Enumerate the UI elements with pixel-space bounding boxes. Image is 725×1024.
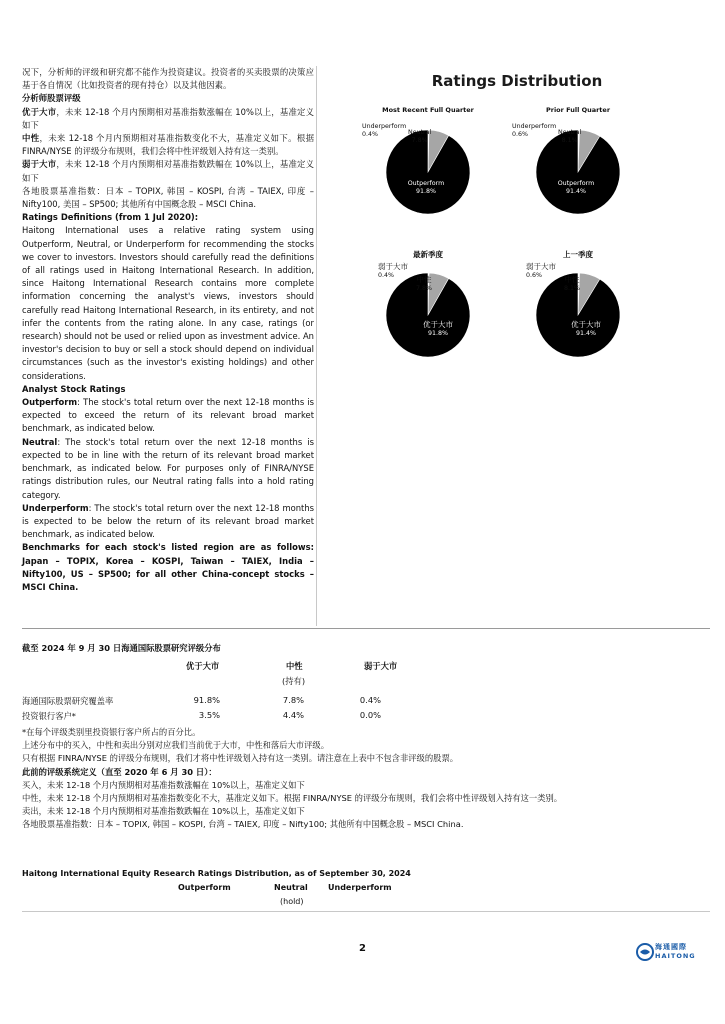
cn-header-neutral: 中性 — [286, 661, 303, 671]
pie-0-outperform-value: 91.8% — [415, 187, 436, 195]
en-table-header — [22, 883, 442, 897]
cn-notes — [22, 726, 710, 832]
haitong-logo-icon — [636, 943, 654, 961]
pie-0-neutral-name: Neutral — [408, 129, 432, 136]
en-table-subheader — [22, 897, 442, 911]
pie-3-outperform-label — [562, 321, 610, 337]
cn-row-value: 7.8% — [282, 695, 304, 705]
cn-rating-heading: 分析师股票评级 — [22, 93, 81, 104]
outperform-text: : The stock's total return over the next 12-18 months is expected to exceed the return of its relevant broad market benchmark, as indicated below. — [22, 397, 314, 434]
pie-3-outperform-name: 优于大市 — [571, 320, 601, 329]
table-row — [22, 710, 442, 724]
neutral-def — [22, 436, 314, 502]
cn-underperform-text: ，未来 12-18 个月内预期相对基准指数跌幅在 10%以上，基准定义如下 — [22, 159, 315, 183]
cn-outperform-text: ，未来 12-18 个月内预期相对基准指数涨幅在 10%以上，基准定义如下 — [22, 106, 315, 130]
ratings-distribution — [318, 66, 716, 411]
pie-3-underperform-name: 弱于大市 — [526, 262, 556, 271]
pie-3-underperform-value: 0.6% — [526, 271, 542, 279]
pie-2-neutral-value: 7.8% — [416, 284, 432, 292]
pie-2-outperform-label — [414, 321, 462, 337]
pie-1-outperform-value: 91.4% — [565, 187, 586, 195]
table-row — [22, 695, 442, 709]
pie-title-2: 最新季度 — [413, 250, 443, 259]
underperform-def — [22, 502, 314, 542]
cn-table-title — [22, 642, 710, 655]
pie-3-neutral-value: 8.1% — [564, 284, 580, 292]
pie-2-neutral-label — [416, 276, 432, 292]
cn-row-label: 投资银行客户* — [22, 711, 76, 721]
logo-en-text: HAITONG — [655, 952, 696, 960]
neutral-label: Neutral — [22, 436, 58, 447]
pie-0-underperform-label — [362, 123, 406, 138]
pie-1-underperform-name: Underperform — [512, 123, 557, 130]
haitong-logo — [636, 941, 696, 963]
cn-underperform-def — [22, 158, 314, 184]
pie-3-neutral-name: 中性 — [564, 275, 580, 284]
pie-3-outperform-value: 91.4% — [575, 329, 596, 337]
cn-row-value: 0.4% — [359, 695, 381, 705]
cn-row-value: 3.5% — [198, 710, 220, 720]
cn-header-underperform: 弱于大市 — [364, 661, 398, 671]
column-divider — [316, 66, 317, 626]
pie-title-0: Most Recent Full Quarter — [382, 106, 474, 114]
en-table-title-text: Haitong International Equity Research Ratings Distribution, as of September 30, 2024 — [22, 869, 411, 878]
section-divider-top — [22, 628, 710, 629]
logo-cn-text: 海通國際 — [655, 943, 687, 951]
left-column — [22, 66, 314, 594]
pie-1-outperform-name: Outperform — [557, 180, 595, 187]
cn-note: 只有根据 FINRA/NYSE 的评级分布规则，我们才将中性评级划入持有这一类别。请注意在上表中不包含非评级的股票。 — [22, 753, 459, 764]
pie-1-neutral-value: 8.1% — [561, 136, 578, 144]
pie-1-underperform-label — [512, 123, 556, 138]
en-header-underperform: Underperform — [328, 883, 392, 892]
pie-0-neutral-value: 7.8% — [411, 136, 428, 144]
prev-system-line: 卖出，未来 12-18 个月内预期相对基准指数跌幅在 10%以上，基准定义如下 — [22, 806, 305, 817]
cn-note: *在每个评级类别里投资银行客户所占的百分比。 — [22, 727, 201, 737]
en-table-title — [22, 867, 710, 880]
en-header-neutral: Neutral — [274, 883, 308, 892]
pie-3-underperform-label — [526, 263, 556, 279]
cn-neutral-def — [22, 132, 314, 158]
underperform-label: Underperform — [22, 502, 89, 513]
underperform-text: : The stock's total return over the next 12-18 months is expected to be below the return of its relevant broad market benchmark, as indicated below. — [22, 502, 314, 540]
benchmarks-text: Benchmarks for each stock's listed region are as follows: Japan – TOPIX, Korea – KOSPI, Taiwan – TAIEX, India – Nifty100, US – SP500; for all other China-concept stocks – MSCI China. — [22, 542, 314, 592]
pie-1-underperform-value: 0.6% — [512, 130, 528, 138]
cn-neutral-text: ，未来 12-18 个月内预期相对基准指数变化不大，基准定义如下。根据FINRA/NYSE 的评级分布规则，我们会将中性评级划入持有这一类别。 — [22, 133, 314, 157]
pie-2-neutral-name: 中性 — [416, 275, 432, 284]
outperform-label: Outperform — [22, 397, 78, 408]
pie-2-underperform-value: 0.4% — [378, 271, 394, 279]
section-divider-bottom — [22, 911, 710, 912]
pie-title-1: Prior Full Quarter — [545, 106, 611, 114]
cn-table-title-text: 截至 2024 年 9 月 30 日海通国际股票研究评级分布 — [22, 643, 221, 653]
cn-neutral-label: 中性 — [22, 133, 40, 144]
cn-table-subheader — [22, 675, 442, 689]
pie-chart-1 — [508, 106, 648, 216]
pie-0-underperform-name: Underperform — [362, 123, 407, 130]
pie-chart-0 — [358, 106, 498, 216]
definitions-text: Haitong International uses a relative rating system using Outperform, Neutral, or Underperform for recommending the stocks we cover to investors. Investors should carefully read the definitions of all ratings used in Haitong International Research. In addition, since Haitong International Research contains more complete information concerning the analyst's views, investors should carefully read Haitong International Research, in its entirety, and not infer the contents from the rating alone. In any case, ratings (or research) should not be used or relied upon as investment advice. An investor's decision to buy or sell a stock should depend on individual circumstances (such as the investor's existing holdings) and other considerations. — [22, 225, 314, 381]
pie-2-outperform-value: 91.8% — [427, 329, 448, 337]
cn-row-value: 91.8% — [193, 695, 220, 705]
cn-benchmarks: 各地股票基准指数：日本 – TOPIX, 韩国 – KOSPI, 台湾 – TAIEX, 印度 – Nifty100, 美国 – SP500; 其他所有中国概念股 – MSCI China. — [22, 185, 314, 210]
pie-1-neutral-name: Neutral — [558, 129, 582, 136]
prev-system-heading: 此前的评级系统定义（直至 2020 年 6 月 30 日）： — [22, 766, 217, 777]
pie-0-outperform-label — [402, 180, 450, 195]
cn-header-outperform: 优于大市 — [186, 661, 220, 671]
cn-row-label: 海通国际股票研究覆盖率 — [22, 696, 114, 706]
definitions-heading: Ratings Definitions (from 1 Jul 2020): — [22, 212, 199, 223]
cn-underperform-label: 弱于大市 — [22, 159, 57, 170]
cn-note: 上述分布中的买入，中性和卖出分别对应我们当前优于大市，中性和落后大市评级。 — [22, 740, 329, 751]
analyst-ratings-heading: Analyst Stock Ratings — [22, 383, 126, 394]
ratings-title: Ratings Distribution — [431, 72, 603, 90]
cn-row-value: 4.4% — [282, 710, 304, 720]
outperform-def — [22, 396, 314, 436]
prev-system-line: 买入，未来 12-18 个月内预期相对基准指数涨幅在 10%以上，基准定义如下 — [22, 779, 305, 790]
en-header-outperform: Outperform — [178, 883, 231, 892]
pie-chart-2 — [358, 249, 498, 359]
neutral-text: : The stock's total return over the next 12-18 months is expected to be in line with the return of its relevant broad market benchmark, as indicated below. For purposes only of FINRA/NYSE ratings distribution rules, our Neutral rating falls into a hold rating category. — [22, 436, 314, 500]
cn-row-value: 0.0% — [359, 710, 381, 720]
page-number: 2 — [359, 943, 366, 954]
pie-title-3: 上一季度 — [563, 250, 593, 259]
pie-2-underperform-label — [378, 263, 408, 279]
pie-chart-3 — [508, 249, 648, 359]
cn-table-header — [22, 660, 442, 674]
cn-subheader-hold: (持有) — [282, 676, 306, 686]
pie-2-outperform-name: 优于大市 — [423, 320, 453, 329]
cn-outperform-label: 优于大市 — [22, 106, 57, 117]
intro-text: 况下，分析师的评级和研究都不能作为投资建议。投资者的买卖股票的决策应基于各自情况（比如投资者的现有持仓）以及其他因素。 — [22, 67, 314, 91]
pie-2-underperform-name: 弱于大市 — [378, 262, 408, 271]
prev-system-line: 各地股票基准指数：日本 – TOPIX, 韩国 – KOSPI, 台湾 – TAIEX, 印度 – Nifty100; 其他所有中国概念股 – MSCI China. — [22, 819, 464, 830]
pie-0-underperform-value: 0.4% — [362, 130, 378, 138]
en-subheader-hold: (hold) — [280, 897, 304, 906]
pie-3-neutral-label — [564, 276, 580, 292]
pie-1-neutral-label — [558, 129, 581, 144]
prev-system-line: 中性，未来 12-18 个月内预期相对基准指数变化不大，基准定义如下。根据 FINRA/NYSE 的评级分布规则，我们会将中性评级划入持有这一类别。 — [22, 793, 563, 804]
pie-0-neutral-label — [408, 129, 431, 144]
pie-0-outperform-name: Outperform — [407, 180, 445, 187]
cn-outperform-def — [22, 106, 314, 132]
pie-1-outperform-label — [552, 180, 600, 195]
